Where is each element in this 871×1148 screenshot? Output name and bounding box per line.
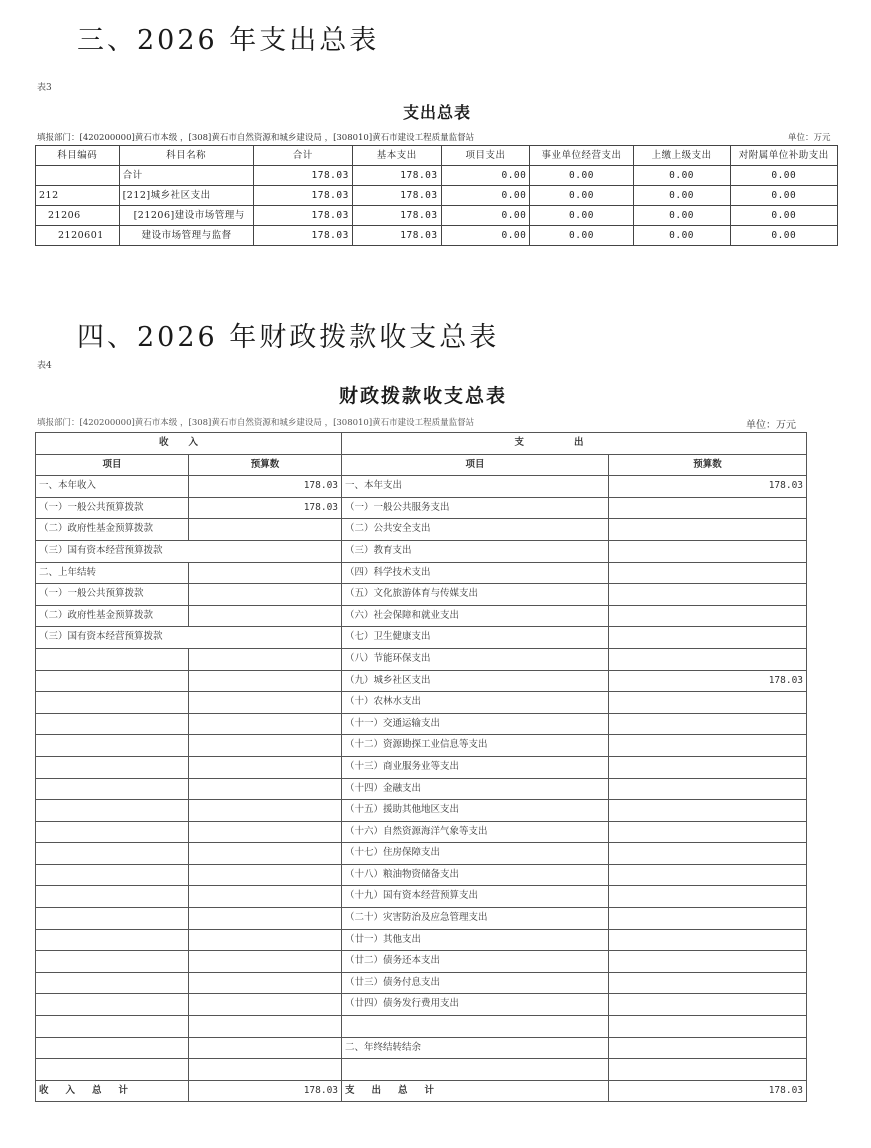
income-item-cell [36,929,189,951]
cell-project: 0.00 [441,186,530,206]
income-budget-cell [189,605,342,627]
income-budget-cell [189,584,342,606]
income-item-cell [36,670,189,692]
income-budget-cell [189,908,342,930]
income-item-cell [36,648,189,670]
table-row [36,670,807,692]
income-item-cell [36,994,189,1016]
income-budget-cell: 178.03 [189,497,342,519]
cell-name: 合计 [119,166,253,186]
expense-budget-cell [609,843,807,865]
table-row [36,1037,807,1059]
income-item-cell [36,864,189,886]
income-item-cell [36,972,189,994]
expense-budget-cell [609,713,807,735]
table-row [36,951,807,973]
income-item-cell [36,800,189,822]
income-budget-cell [189,670,342,692]
expense-item-cell: （廿一）其他支出 [342,929,609,951]
expense-budget-cell [609,951,807,973]
expense-budget-cell [609,886,807,908]
col-header-code: 科目编码 [36,146,120,166]
expense-item-cell: （七）卫生健康支出 [342,627,609,649]
table3-filing-dept: 填报部门：[420200000]黄石市本级 ，[308]黄石市自然资源和城乡建设局 ，[308010]黄石市建设工程质量监督站 [37,133,475,143]
expense-budget-cell [609,627,807,649]
cell-subsidy: 0.00 [730,186,837,206]
expense-budget-cell: 178.03 [609,476,807,498]
income-budget-cell: 178.03 [189,476,342,498]
expense-item-cell: （十四）金融支出 [342,778,609,800]
income-budget-cell [189,756,342,778]
expense-summary-table [35,145,838,246]
expense-budget-cell [609,972,807,994]
income-item-cell [36,1059,189,1081]
table-row [36,166,838,186]
expense-budget-cell [609,1059,807,1081]
expense-budget-cell [609,584,807,606]
income-item-cell: （三）国有资本经营预算拨款 [36,540,342,562]
expense-item-cell: （廿四）债务发行费用支出 [342,994,609,1016]
income-item-cell [36,778,189,800]
expense-budget-cell [609,821,807,843]
table4-number: 表4 [37,361,52,371]
expense-item-cell: （五）文化旅游体育与传媒支出 [342,584,609,606]
expense-item-cell [342,1016,609,1038]
income-budget-cell [189,713,342,735]
cell-business: 0.00 [530,226,633,246]
cell-basic: 178.03 [352,166,441,186]
table-row [36,994,807,1016]
table4-filing-dept: 填报部门：[420200000]黄石市本级 ，[308]黄石市自然资源和城乡建设局 ，[308010]黄石市建设工程质量监督站 [37,418,475,428]
income-budget-cell [189,1059,342,1081]
table-row [36,821,807,843]
income-budget-cell [189,843,342,865]
cell-total: 178.03 [253,186,352,206]
expense-item-header: 项目 [342,454,609,476]
cell-subsidy: 0.00 [730,206,837,226]
income-budget-cell [189,778,342,800]
income-item-cell [36,886,189,908]
col-header-basic: 基本支出 [352,146,441,166]
cell-business: 0.00 [530,186,633,206]
income-item-cell: （一）一般公共预算拨款 [36,497,189,519]
income-budget-cell [189,864,342,886]
cell-total: 178.03 [253,206,352,226]
income-item-cell [36,821,189,843]
cell-business: 0.00 [530,166,633,186]
table-row [36,1016,807,1038]
cell-upper: 0.00 [633,186,730,206]
income-item-cell [36,908,189,930]
expense-budget-cell [609,778,807,800]
expense-item-cell: （九）城乡社区支出 [342,670,609,692]
income-budget-cell [189,735,342,757]
table4-title: 财政拨款收支总表 [339,385,508,407]
expense-budget-cell [609,800,807,822]
table3-unit: 单位：万元 [788,133,831,143]
table-row [36,843,807,865]
table-row [36,800,807,822]
expense-item-cell: （廿三）债务付息支出 [342,972,609,994]
cell-project: 0.00 [441,206,530,226]
table-row [36,972,807,994]
expense-budget-cell [609,692,807,714]
cell-subsidy: 0.00 [730,166,837,186]
income-budget-cell [189,562,342,584]
expense-item-cell: （十五）援助其他地区支出 [342,800,609,822]
expense-item-cell: （十二）资源勘探工业信息等支出 [342,735,609,757]
income-item-cell: （二）政府性基金预算拨款 [36,605,189,627]
expense-item-cell [342,1059,609,1081]
expense-item-cell: （十八）粮油物资储备支出 [342,864,609,886]
income-item-cell: 一、本年收入 [36,476,189,498]
table-row [36,584,807,606]
expense-item-cell: 二、年终结转结余 [342,1037,609,1059]
income-total-label: 收入总计 [36,1080,189,1102]
expense-budget-cell [609,605,807,627]
income-item-cell: （三）国有资本经营预算拨款 [36,627,342,649]
col-header-upper: 上缴上级支出 [633,146,730,166]
table-row [36,186,838,206]
expense-item-cell: （十七）住房保障支出 [342,843,609,865]
expense-item-cell: （八）节能环保支出 [342,648,609,670]
cell-code: 212 [36,186,120,206]
expense-budget-cell [609,908,807,930]
income-item-cell [36,951,189,973]
cell-business: 0.00 [530,206,633,226]
expense-budget-cell [609,929,807,951]
income-item-cell [36,1016,189,1038]
section4-heading: 四、2026 年财政拨款收支总表 [77,322,500,353]
cell-code: 21206 [36,206,120,226]
cell-project: 0.00 [441,166,530,186]
income-budget-cell [189,972,342,994]
cell-total: 178.03 [253,166,352,186]
income-total-value: 178.03 [189,1080,342,1102]
expense-item-cell: （十三）商业服务业等支出 [342,756,609,778]
table-row [36,206,838,226]
table-row [36,627,807,649]
income-budget-cell [189,1037,342,1059]
income-item-cell: （一）一般公共预算拨款 [36,584,189,606]
expense-budget-cell [609,497,807,519]
income-budget-cell [189,519,342,541]
income-header: 收入 [36,433,342,455]
income-budget-cell [189,800,342,822]
expense-total-value: 178.03 [609,1080,807,1102]
income-budget-cell [189,821,342,843]
cell-upper: 0.00 [633,166,730,186]
expense-item-cell: 一、本年支出 [342,476,609,498]
cell-name: [21206]建设市场管理与 [119,206,253,226]
income-budget-cell [189,929,342,951]
income-item-cell: 二、上年结转 [36,562,189,584]
table4-group-header-row [36,433,807,455]
cell-basic: 178.03 [352,206,441,226]
section3-heading: 三、2026 年支出总表 [77,25,380,56]
income-budget-cell [189,886,342,908]
table-row [36,886,807,908]
col-header-project: 项目支出 [441,146,530,166]
table-row [36,692,807,714]
expense-item-cell: （六）社会保障和就业支出 [342,605,609,627]
income-item-cell: （二）政府性基金预算拨款 [36,519,189,541]
total-row [36,1080,807,1102]
income-item-cell [36,756,189,778]
expense-item-cell: （十一）交通运输支出 [342,713,609,735]
income-budget-cell [189,994,342,1016]
income-item-cell [36,735,189,757]
table4-column-header-row [36,454,807,476]
income-budget-cell [189,1016,342,1038]
expense-total-label: 支出总计 [342,1080,609,1102]
cell-upper: 0.00 [633,226,730,246]
expense-budget-cell [609,864,807,886]
table-row [36,605,807,627]
income-item-cell [36,843,189,865]
cell-basic: 178.03 [352,226,441,246]
table-row [36,908,807,930]
expense-item-cell: （四）科学技术支出 [342,562,609,584]
table-row [36,540,807,562]
expense-budget-cell [609,994,807,1016]
table-row [36,476,807,498]
table4-unit: 单位：万元 [746,420,796,431]
expense-item-cell: （二）公共安全支出 [342,519,609,541]
income-item-cell [36,713,189,735]
col-header-subsidy: 对附属单位补助支出 [730,146,837,166]
expense-budget-cell: 178.03 [609,670,807,692]
expense-item-cell: （十九）国有资本经营预算支出 [342,886,609,908]
income-item-header: 项目 [36,454,189,476]
cell-code [36,166,120,186]
expense-item-cell: （十）农林水支出 [342,692,609,714]
income-item-cell [36,1037,189,1059]
cell-project: 0.00 [441,226,530,246]
cell-basic: 178.03 [352,186,441,206]
col-header-total: 合计 [253,146,352,166]
table3-header-row [36,146,838,166]
expense-budget-cell [609,1016,807,1038]
expense-budget-cell [609,562,807,584]
table-row [36,713,807,735]
table3-title: 支出总表 [403,103,472,122]
expense-item-cell: （廿二）债务还本支出 [342,951,609,973]
expense-budget-header: 预算数 [609,454,807,476]
col-header-business: 事业单位经营支出 [530,146,633,166]
table-row [36,562,807,584]
expense-budget-cell [609,756,807,778]
table-row [36,648,807,670]
income-budget-header: 预算数 [189,454,342,476]
income-budget-cell [189,648,342,670]
expense-budget-cell [609,735,807,757]
expense-budget-cell [609,519,807,541]
table-row [36,778,807,800]
income-budget-cell [189,692,342,714]
table-row [36,864,807,886]
table-row [36,735,807,757]
table-row [36,497,807,519]
expense-item-cell: （一）一般公共服务支出 [342,497,609,519]
cell-code: 2120601 [36,226,120,246]
cell-subsidy: 0.00 [730,226,837,246]
expense-budget-cell [609,648,807,670]
cell-total: 178.03 [253,226,352,246]
table-row [36,756,807,778]
expense-item-cell: （三）教育支出 [342,540,609,562]
table-row [36,929,807,951]
expense-item-cell: （十六）自然资源海洋气象等支出 [342,821,609,843]
expense-budget-cell [609,540,807,562]
cell-upper: 0.00 [633,206,730,226]
expense-header: 支出 [342,433,807,455]
cell-name: [212]城乡社区支出 [119,186,253,206]
table3-number: 表3 [37,83,52,93]
table-row [36,519,807,541]
fiscal-appropriation-table [35,432,807,1102]
income-budget-cell [189,951,342,973]
table-row [36,1059,807,1081]
income-item-cell [36,692,189,714]
col-header-name: 科目名称 [119,146,253,166]
cell-name: 建设市场管理与监督 [119,226,253,246]
table-row [36,226,838,246]
expense-budget-cell [609,1037,807,1059]
expense-item-cell: （二十）灾害防治及应急管理支出 [342,908,609,930]
